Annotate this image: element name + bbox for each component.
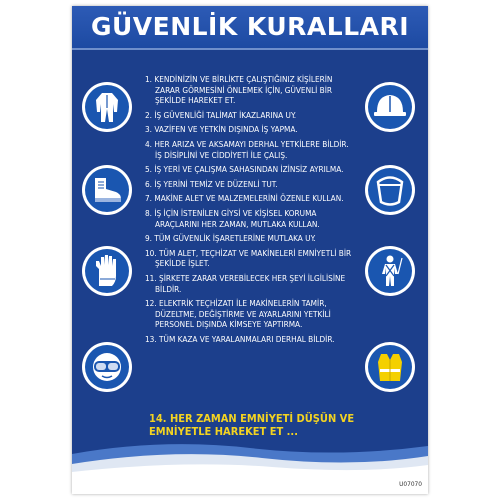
glove-icon xyxy=(82,246,132,296)
rule-item: 4. HER ARIZA VE AKSAMAYI DERHAL YETKİLERE BİLDİR. İŞ DİSİPLİNİ VE CİDDİYETİ İLE ÇALIŞ. xyxy=(145,138,349,160)
sign-title: GÜVENLİK KURALLARI xyxy=(72,6,428,48)
rule-item: 11. ŞİRKETE ZARAR VEREBİLECEK HER ŞEYİ İLGİLİSİNE BİLDİR. xyxy=(145,272,346,294)
rule-item: 1. KENDİNİZİN VE BİRLİKTE ÇALIŞTIĞINIZ KİŞİLERİN ZARAR GÖRMESİNİ ÖNLEMEK İÇİN, GÜVENLİ BİR ŞEKİLDE HAREKET ET. xyxy=(145,74,333,106)
rule-item: 2. İŞ GÜVENLİĞİ TALİMAT İKAZLARINA UY. xyxy=(145,109,297,120)
safety-harness-icon xyxy=(365,246,415,296)
rule-item: 13. TÜM KAZA VE YARALANMALARI DERHAL BİLDİR. xyxy=(145,333,335,344)
rules-list xyxy=(145,74,357,348)
final-rule: 14. HER ZAMAN EMNİYETİ DÜŞÜN VE EMNİYETLE HAREKET ET ... xyxy=(149,412,355,438)
face-shield-icon xyxy=(365,165,415,215)
rule-item: 6. İŞ YERİNİ TEMİZ VE DÜZENLİ TUT. xyxy=(145,178,278,189)
title-divider xyxy=(72,48,428,50)
rule-item: 9. TÜM GÜVENLİK İŞARETLERİNE MUTLAKA UY. xyxy=(145,233,316,244)
safety-vest-icon xyxy=(365,342,415,392)
safety-goggles-icon xyxy=(82,342,132,392)
rule-item: 3. VAZİFEN VE YETKİN DIŞINDA İŞ YAPMA. xyxy=(145,124,298,135)
rule-item: 12. ELEKTRİK TEÇHİZATI İLE MAKİNELERİN TAMİR, DÜZELTME, DEĞİŞTİRME VE AYARLARINI YETKİLİ PERSONEL DIŞINDA KİMSEYE YAPTIRMA. xyxy=(145,298,331,330)
safety-rules-sign xyxy=(72,6,428,494)
product-code: U07070 xyxy=(399,480,422,488)
rule-item: 5. İŞ YERİ VE ÇALIŞMA SAHASINDAN İZİNSİZ AYRILMA. xyxy=(145,164,344,175)
hard-hat-icon xyxy=(365,82,415,132)
rule-item: 7. MAKİNE ALET VE MALZEMELERİNİ ÖZENLE KULLAN. xyxy=(145,193,344,204)
rule-item: 10. TÜM ALET, TEÇHİZAT VE MAKİNELERİ EMNİYETLİ BİR ŞEKİLDE İŞLET. xyxy=(145,247,352,269)
safety-boot-icon xyxy=(82,165,132,215)
coverall-icon xyxy=(82,82,132,132)
rule-item: 8. İŞ İÇİN İSTENİLEN GİYSİ VE KİŞİSEL KORUMA ARAÇLARINI HER ZAMAN, MUTLAKA KULLAN. xyxy=(145,207,320,229)
bottom-wave xyxy=(72,434,428,494)
